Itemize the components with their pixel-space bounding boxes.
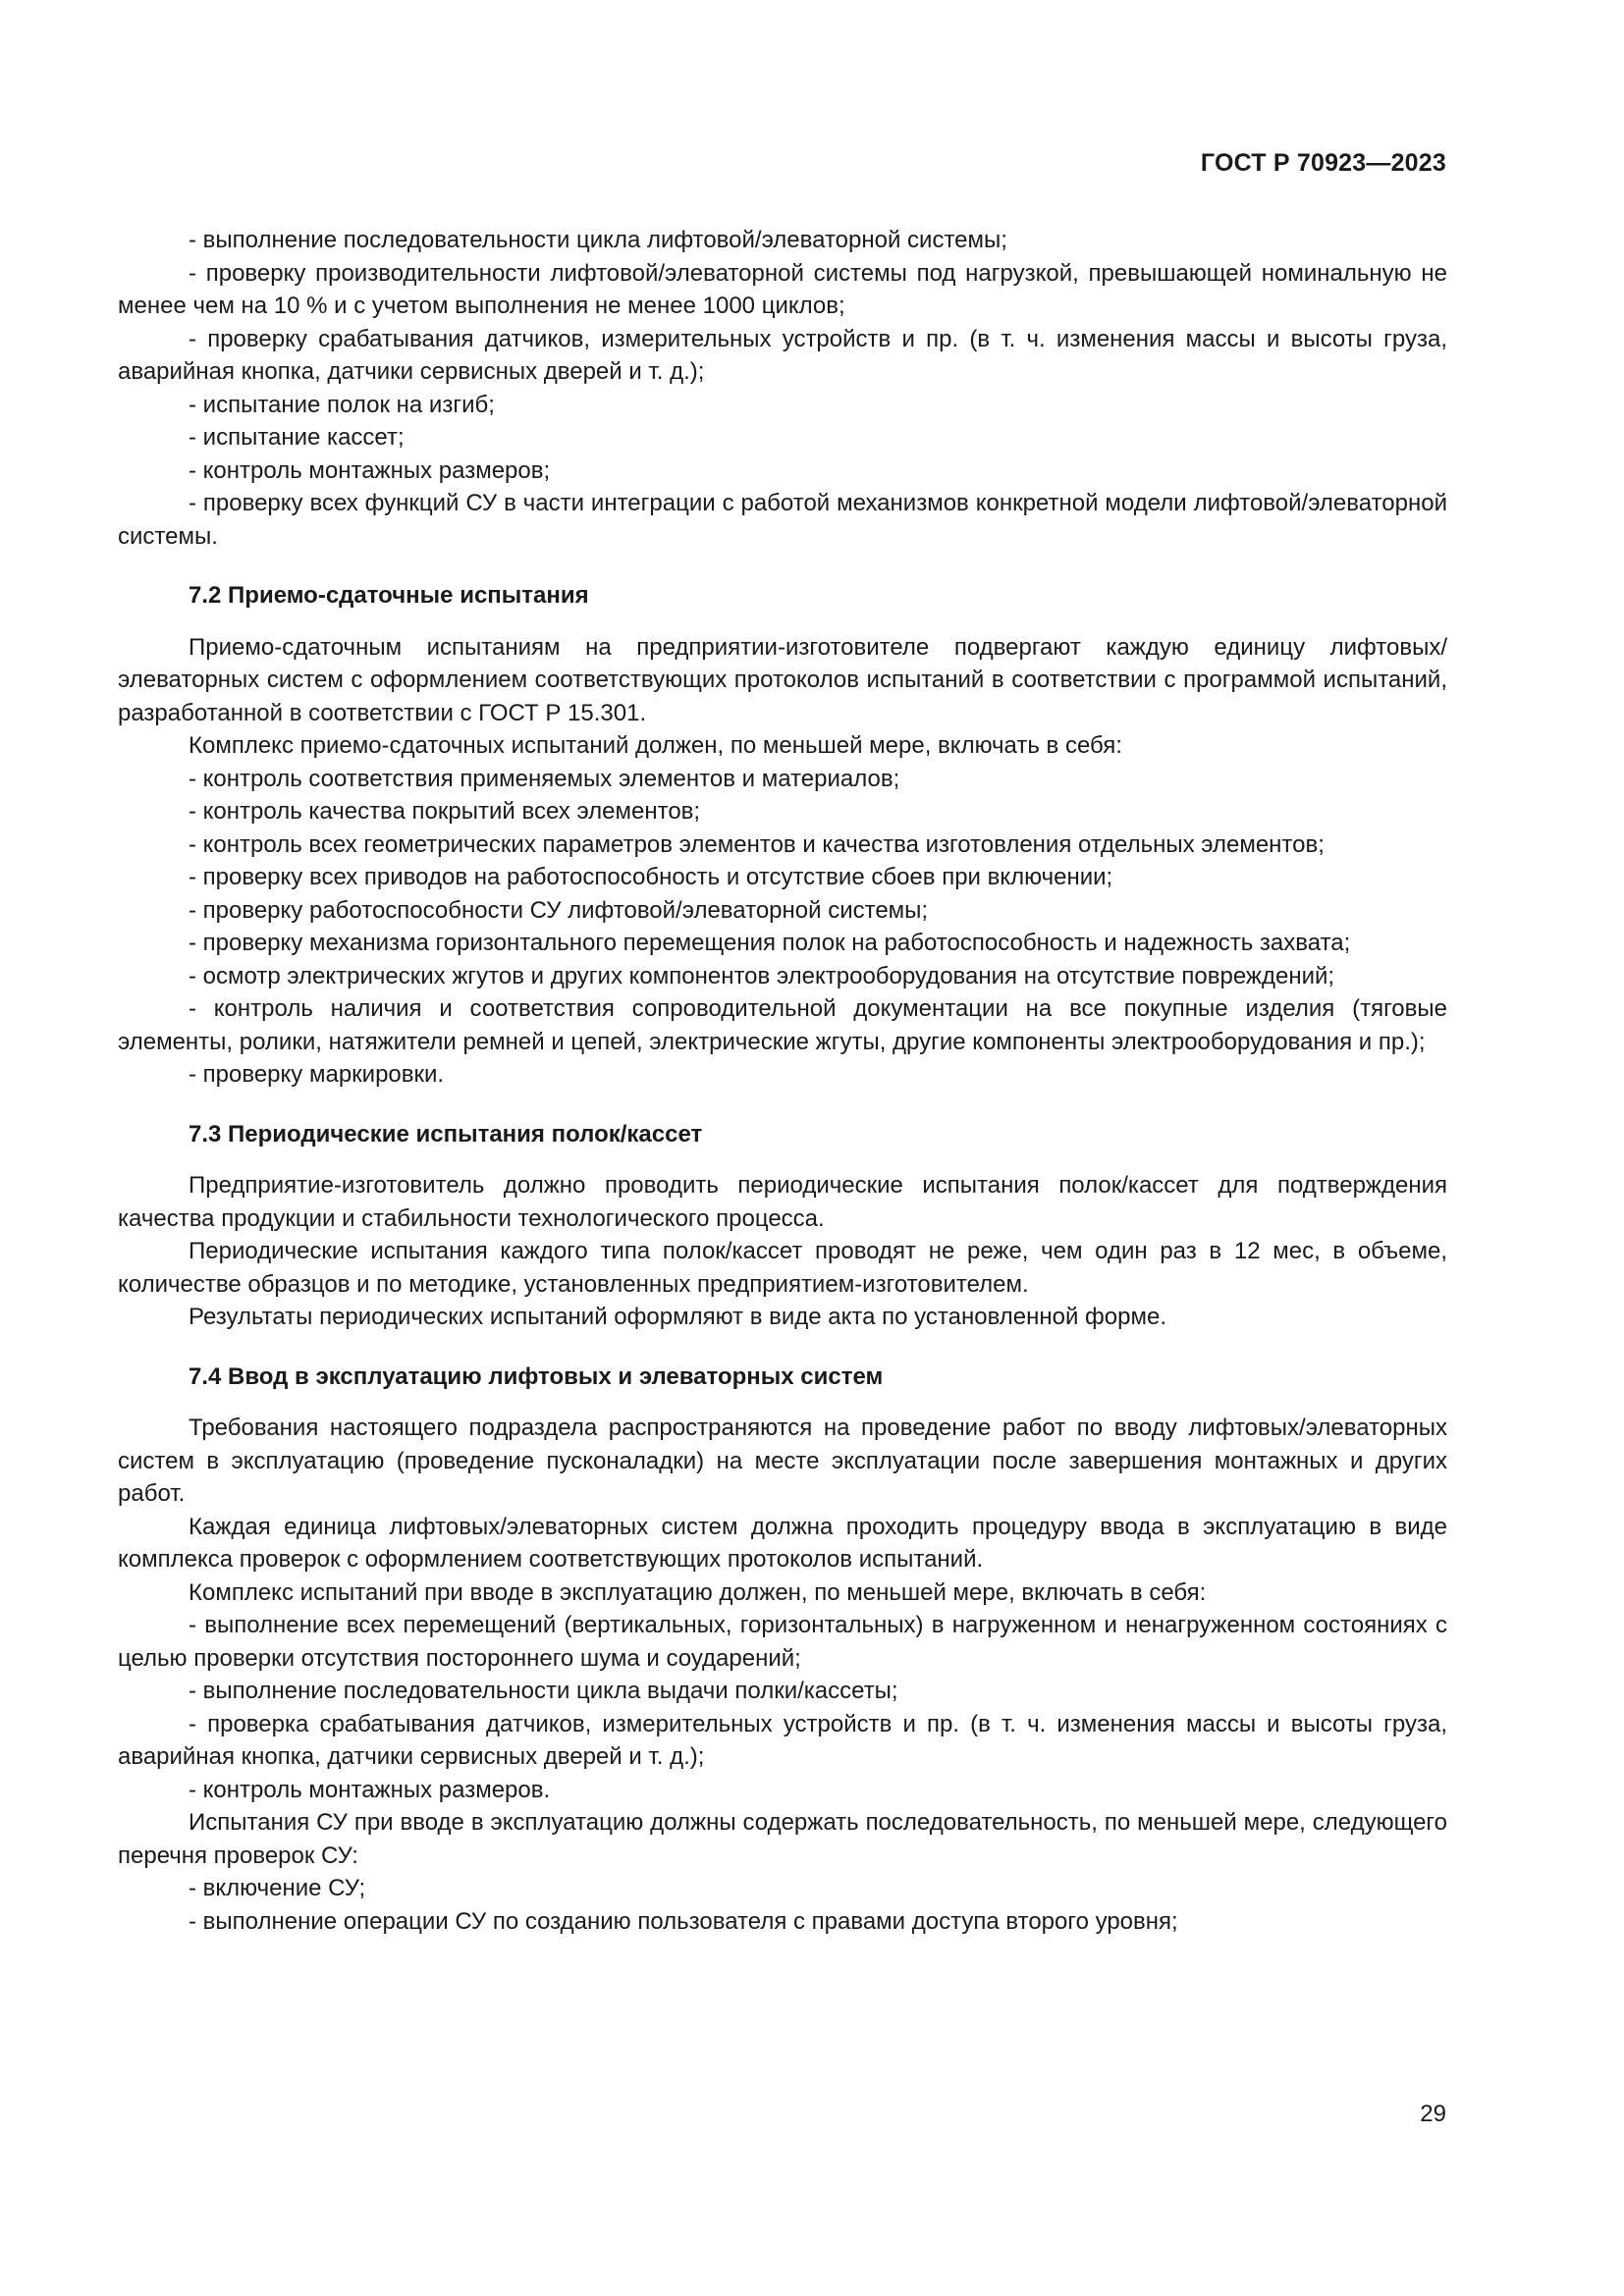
list-item: - проверка срабатывания датчиков, измерительных устройств и пр. (в т. ч. изменения массы и высоты груза, аварийная кнопка, датчики сервисных дверей и т. д.); — [118, 1710, 1447, 1770]
list-item: - осмотр электрических жгутов и других компонентов электрооборудования на отсутствие повреждений; — [189, 962, 1335, 989]
section-7-3 — [118, 1118, 1447, 1334]
list-item: - проверку работоспособности СУ лифтовой/элеваторной системы; — [189, 896, 929, 924]
document-header: ГОСТ Р 70923—2023 — [1200, 149, 1446, 177]
paragraph: Результаты периодических испытаний оформляют в виде акта по установленной форме. — [189, 1304, 1166, 1330]
paragraph: Периодические испытания каждого типа полок/кассет проводят не реже, чем один раз в 12 мес, в объеме, количестве образцов и по методике, установленных предприятием-изготовителем. — [118, 1238, 1447, 1298]
list-item: - выполнение всех перемещений (вертикальных, горизонтальных) в нагруженном и ненагруженном состояниях с целью проверки отсутствия постороннего шума и соударений; — [118, 1612, 1447, 1672]
list-item: - контроль монтажных размеров. — [189, 1776, 551, 1803]
list-item: - проверку всех приводов на работоспособность и отсутствие сбоев при включении; — [189, 864, 1113, 890]
paragraph: Испытания СУ при вводе в эксплуатацию должны содержать последовательность, по меньшей мере, следующего перечня проверок СУ: — [118, 1809, 1447, 1869]
list-item: - проверку маркировки. — [189, 1061, 445, 1088]
list-item: - контроль соответствия применяемых элементов и материалов; — [189, 765, 900, 792]
paragraph: Требования настоящего подраздела распространяются на проведение работ по вводу лифтовых/элеваторных систем в эксплуатацию (проведение пусконаладки) на месте эксплуатации после завершения монтажных и других работ. — [118, 1415, 1447, 1507]
paragraph: Каждая единица лифтовых/элеваторных систем должна проходить процедуру ввода в эксплуатацию в виде комплекса проверок с оформлением соответствующих протоколов испытаний. — [118, 1513, 1447, 1573]
list-item: - проверку всех функций СУ в части интеграции с работой механизмов конкретной модели лифтовой/элеваторной системы. — [118, 490, 1447, 550]
list-item: - испытание кассет; — [189, 424, 405, 451]
list-item: - испытание полок на изгиб; — [189, 391, 495, 418]
section-7-4 — [118, 1361, 1447, 1939]
list-item: - контроль монтажных размеров; — [189, 456, 551, 484]
document-body — [118, 224, 1447, 1938]
section-7-2 — [118, 579, 1447, 1092]
intro-list — [118, 224, 1447, 553]
list-item: - выполнение последовательности цикла выдачи полки/кассеты; — [189, 1678, 898, 1704]
list-item: - выполнение операции СУ по созданию пользователя с правами доступа второго уровня; — [189, 1907, 1178, 1935]
paragraph: Приемо-сдаточным испытаниям на предприятии-изготовителе подвергают каждую единицу лифтовых/элеваторных систем с оформлением соответствующих протоколов испытаний в соответствии с программой испытаний, разработанной в соответствии с ГОСТ Р 15.301. — [118, 633, 1447, 726]
paragraph: Предприятие-изготовитель должно проводить периодические испытания полок/кассет для подтверждения качества продукции и стабильности технологического процесса. — [118, 1172, 1447, 1232]
page-number: 29 — [1420, 2101, 1446, 2127]
list-item: - проверку срабатывания датчиков, измерительных устройств и пр. (в т. ч. изменения массы и высоты груза, аварийная кнопка, датчики сервисных дверей и т. д.); — [118, 325, 1447, 385]
list-item: - проверку механизма горизонтального перемещения полок на работоспособность и надежность захвата; — [189, 930, 1351, 956]
list-item: - выполнение последовательности цикла лифтовой/элеваторной системы; — [189, 227, 1007, 253]
list-item: - контроль наличия и соответствия сопроводительной документации на все покупные изделия (тяговые элементы, ролики, натяжители ремней и цепей, электрические жгуты, другие компоненты электрооборудования и пр.); — [118, 995, 1447, 1055]
list-item: - включение СУ; — [189, 1875, 366, 1901]
section-heading: 7.3 Периодические испытания полок/кассет — [189, 1120, 703, 1148]
section-heading: 7.2 Приемо-сдаточные испытания — [189, 582, 589, 609]
paragraph: Комплекс испытаний при вводе в эксплуатацию должен, по меньшей мере, включать в себя: — [189, 1578, 1207, 1606]
list-item: - проверку производительности лифтовой/элеваторной системы под нагрузкой, превышающей номинальную не менее чем на 10 % и с учетом выполнения не менее 1000 циклов; — [118, 259, 1447, 319]
section-heading: 7.4 Ввод в эксплуатацию лифтовых и элеваторных систем — [189, 1362, 884, 1390]
list-item: - контроль качества покрытий всех элементов; — [189, 798, 701, 825]
paragraph: Комплекс приемо-сдаточных испытаний должен, по меньшей мере, включать в себя: — [189, 732, 1122, 759]
list-item: - контроль всех геометрических параметров элементов и качества изготовления отдельных элементов; — [189, 830, 1325, 858]
